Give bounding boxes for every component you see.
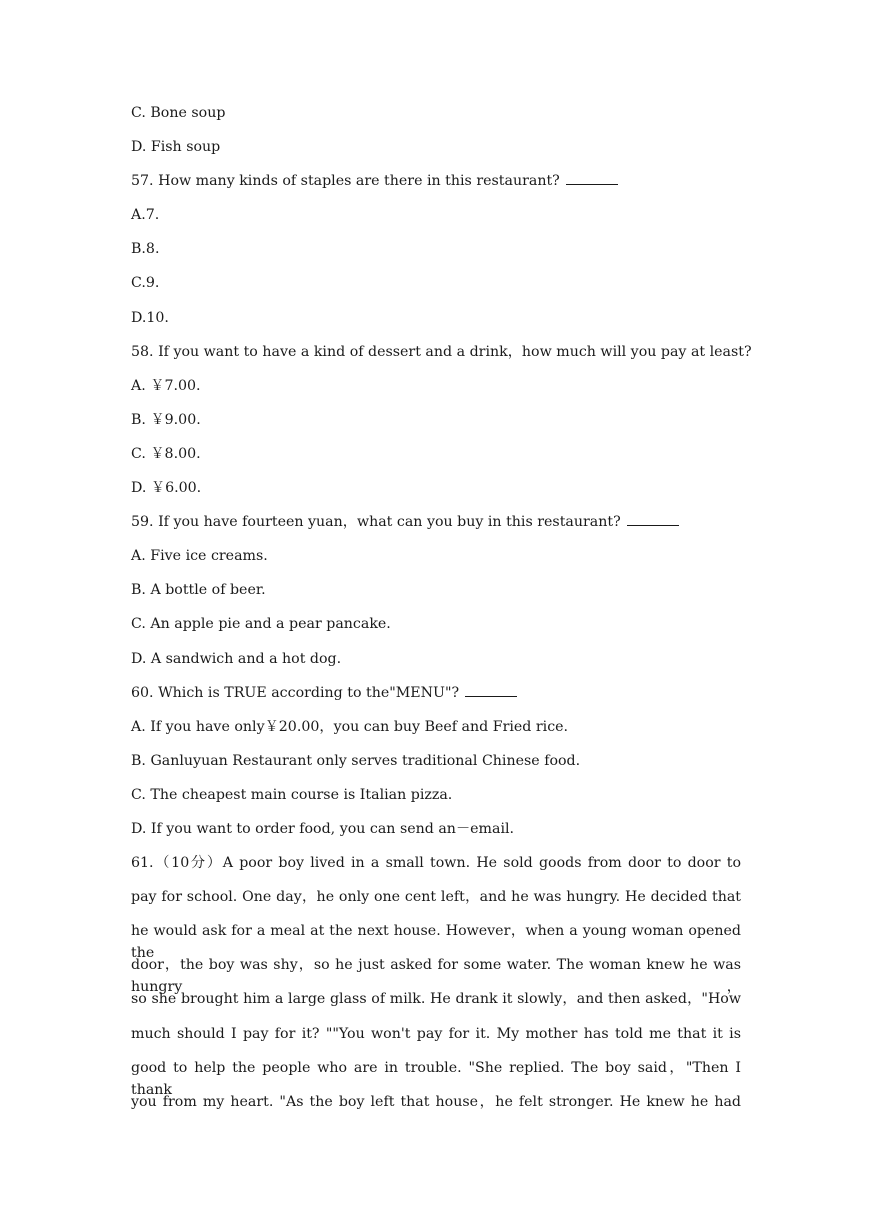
q58-question: 58. If you want to have a kind of dessert and a drink，how much will you pay at least?	[131, 343, 752, 360]
q57-question	[131, 170, 741, 204]
q61-passage-line: door，the boy was shy，so he just asked for some water. The woman knew he was hungry，	[131, 957, 741, 996]
q61-passage-line: 61.（10分）A poor boy lived in a small town. He sold goods from door to door to	[131, 855, 741, 872]
answer-blank	[465, 682, 517, 697]
q56-option-d: D. Fish soup	[131, 139, 221, 156]
q60-option-c: C. The cheapest main course is Italian pizza.	[131, 786, 453, 803]
q58-option-a: A. ￥7.00.	[131, 377, 201, 394]
q57-option-d: D.10.	[131, 309, 169, 326]
q60-option-a: A. If you have only￥20.00，you can buy Beef and Fried rice.	[131, 718, 569, 735]
q58-option-c: C. ￥8.00.	[131, 445, 201, 462]
q61-passage-line: so she brought him a large glass of milk. He drank it slowly，and then asked，"How	[131, 991, 741, 1008]
q57-option-c: C.9.	[131, 275, 160, 292]
q61-passage-line: much should I pay for it? ""You won't pay for it. My mother has told me that it is	[131, 1025, 741, 1042]
q59-option-b: B. A bottle of beer.	[131, 582, 266, 599]
page-content	[131, 102, 752, 1125]
q59-option-c: C. An apple pie and a pear pancake.	[131, 616, 391, 633]
answer-blank	[627, 511, 679, 526]
answer-blank	[566, 170, 618, 185]
q60-question-text: 60. Which is TRUE according to the"MENU"?	[131, 684, 460, 701]
q57-question-text: 57. How many kinds of staples are there in this restaurant?	[131, 173, 560, 190]
q60-option-b: B. Ganluyuan Restaurant only serves traditional Chinese food.	[131, 752, 581, 769]
q60-option-d: D. If you want to order food, you can send an－email.	[131, 820, 515, 837]
q58-option-b: B. ￥9.00.	[131, 411, 201, 428]
q61-passage-line: pay for school. One day，he only one cent left，and he was hungry. He decided that	[131, 889, 741, 906]
q61-passage-line: you from my heart. "As the boy left that house，he felt stronger. He knew he had	[131, 1093, 741, 1110]
q58-option-d: D. ￥6.00.	[131, 480, 202, 497]
q59-option-a: A. Five ice creams.	[131, 548, 268, 565]
q57-option-a: A.7.	[131, 207, 160, 224]
q56-option-c: C. Bone soup	[131, 105, 226, 121]
q61-passage-line: good to help the people who are in trouble. "She replied. The boy said，"Then I thank	[131, 1059, 741, 1098]
q59-question-text: 59. If you have fourteen yuan，what can you buy in this restaurant?	[131, 514, 621, 531]
q59-option-d: D. A sandwich and a hot dog.	[131, 650, 342, 667]
q59-question	[131, 511, 741, 545]
q57-option-b: B.8.	[131, 241, 160, 258]
q61-passage-line: he would ask for a meal at the next house. However，when a young woman opened the	[131, 923, 741, 962]
q60-question	[131, 682, 741, 716]
